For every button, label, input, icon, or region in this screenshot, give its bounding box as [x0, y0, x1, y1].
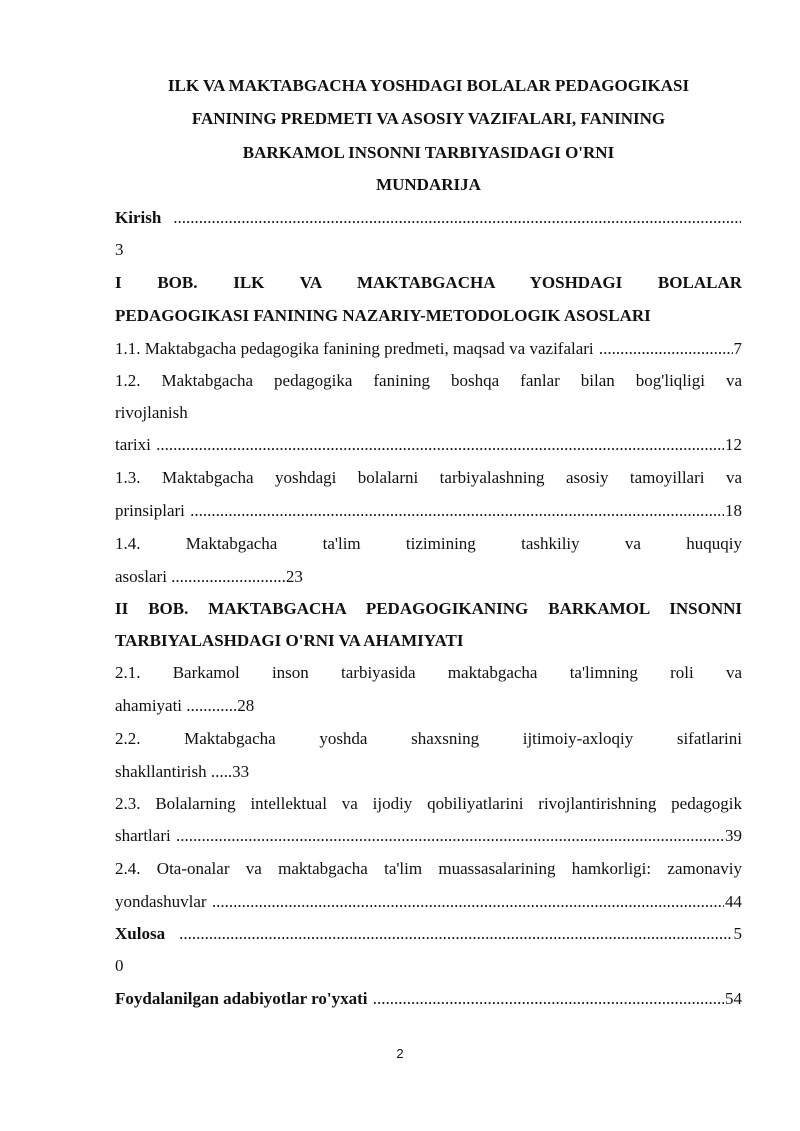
- toc-label: Foydalanilgan adabiyotlar ro'yxati: [115, 989, 372, 1008]
- toc-label: yondashuvlar: [115, 892, 211, 911]
- toc-entry-2-3-line-2: [115, 825, 742, 847]
- title-line-1: ILK VA MAKTABGACHA YOSHDAGI BOLALAR PEDAGOGIKASI: [167, 76, 690, 95]
- leader-dots: [190, 500, 724, 522]
- toc-entry-1-2-line-2: rivojlanish: [115, 403, 188, 422]
- leader-dots: [156, 434, 724, 456]
- toc-entry-2-1-line-2: ahamiyati ............28: [115, 696, 255, 715]
- toc-entry-xulosa: [115, 923, 742, 945]
- toc-entry-2-2-line-1: 2.2. Maktabgacha yoshda shaxsning ijtimoiy-axloqiy sifatlarini: [115, 729, 742, 748]
- toc-page-wrap: 3: [115, 240, 124, 259]
- toc-page: 39: [725, 826, 742, 845]
- chapter-2-heading-line-2: TARBIYALASHDAGI O'RNI VA AHAMIYATI: [115, 631, 464, 650]
- toc-entry-2-4-line-1: 2.4. Ota-onalar va maktabgacha ta'lim muassasalarining hamkorligi: zamonaviy: [115, 859, 742, 878]
- toc-label: prinsiplari: [115, 501, 190, 520]
- toc-entry-kirish: [115, 207, 742, 229]
- title-line-2: FANINING PREDMETI VA ASOSIY VAZIFALARI, FANINING: [191, 109, 666, 128]
- leader-dots: [599, 338, 733, 360]
- toc-page: 12: [725, 435, 742, 454]
- toc-page: 44: [725, 892, 742, 911]
- toc-entry-1-2-line-1: 1.2. Maktabgacha pedagogika fanining boshqa fanlar bilan bog'liqligi va: [115, 371, 742, 390]
- toc-label: tarixi: [115, 435, 156, 454]
- toc-entry-2-3-line-1: 2.3. Bolalarning intellektual va ijodiy qobiliyatlarini rivojlantirishning pedagogik: [115, 794, 742, 813]
- toc-page-wrap: 0: [115, 956, 124, 975]
- chapter-1-heading-line-2: PEDAGOGIKASI FANINING NAZARIY-METODOLOGIK ASOSLARI: [115, 306, 651, 325]
- leader-dots: [173, 207, 741, 229]
- toc-entry-1-4-line-1: 1.4. Maktabgacha ta'lim tizimining tashkiliy va huquqiy: [115, 534, 742, 553]
- chapter-1-heading-line-1: I BOB. ILK VA MAKTABGACHA YOSHDAGI BOLALAR: [115, 273, 742, 292]
- toc-label: Kirish: [115, 208, 162, 227]
- toc-entry-1-2-line-3: [115, 434, 742, 456]
- chapter-2-heading-line-1: II BOB. MAKTABGACHA PEDAGOGIKANING BARKAMOL INSONNI: [115, 599, 742, 618]
- leader-dots: [373, 988, 724, 1010]
- title-line-3: BARKAMOL INSONNI TARBIYASIDAGI O'RNI: [242, 143, 615, 162]
- leader-dots: [176, 825, 724, 847]
- toc-label: shartlari: [115, 826, 175, 845]
- leader-dots: [179, 923, 732, 945]
- contents-heading: MUNDARIJA: [376, 175, 481, 194]
- toc-page: 18: [725, 501, 742, 520]
- toc-entry-bibliography: [115, 988, 742, 1010]
- toc-entry-2-2-line-2: shakllantirish .....33: [115, 762, 250, 781]
- toc-entry-1-3-line-1: 1.3. Maktabgacha yoshdagi bolalarni tarbiyalashning asosiy tamoyillari va: [115, 468, 742, 487]
- toc-entry-2-4-line-2: [115, 891, 742, 913]
- leader-dots: [212, 891, 724, 913]
- toc-label: 1.1. Maktabgacha pedagogika fanining predmeti, maqsad va vazifalari: [115, 339, 598, 358]
- toc-entry-1-1: [115, 338, 742, 360]
- toc-label: Xulosa: [115, 924, 166, 943]
- toc-page: 5: [733, 924, 742, 943]
- toc-entry-1-3-line-2: [115, 500, 742, 522]
- toc-entry-1-4-line-2: asoslari ...........................23: [115, 567, 303, 586]
- page-number: 2: [396, 1046, 404, 1061]
- toc-page: 54: [725, 989, 742, 1008]
- toc-page: 7: [733, 339, 742, 358]
- toc-entry-2-1-line-1: 2.1. Barkamol inson tarbiyasida maktabgacha ta'limning roli va: [115, 663, 742, 682]
